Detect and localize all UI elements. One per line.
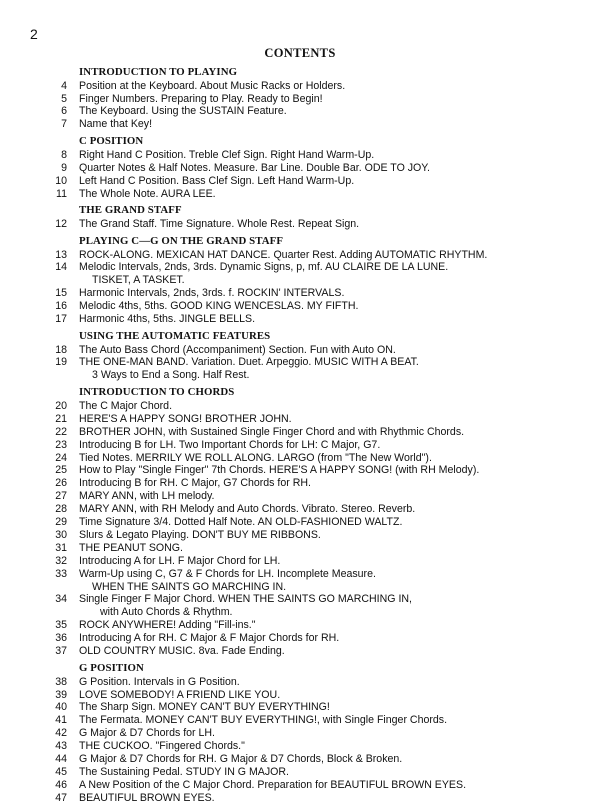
toc-entry: [40, 779, 580, 792]
entry-page-number: 16: [55, 300, 67, 313]
entry-page-number: 21: [55, 412, 67, 425]
entry-text: THE PEANUT SONG.: [79, 541, 183, 554]
toc-section: [40, 204, 580, 231]
toc-section: [40, 662, 580, 805]
toc-entry: [40, 313, 580, 326]
entry-page-number: 19: [55, 356, 67, 369]
toc-entry: [40, 356, 580, 369]
toc-entry: [40, 593, 580, 606]
entry-page-number: 32: [55, 554, 67, 567]
toc-entry: [40, 149, 580, 162]
entry-text: Slurs & Legato Playing. DON'T BUY ME RIBBONS.: [79, 528, 321, 541]
toc-entry: [40, 413, 580, 426]
entry-page-number: 30: [55, 528, 67, 541]
entry-page-number: 14: [55, 261, 67, 274]
entry-page-number: 33: [55, 567, 67, 580]
entry-text: The Fermata. MONEY CAN'T BUY EVERYTHING!, with Single Finger Chords.: [79, 714, 448, 727]
entry-page-number: 36: [55, 632, 67, 645]
entry-text: Single Finger F Major Chord. WHEN THE SAINTS GO MARCHING IN,: [79, 593, 412, 606]
toc-entry: [40, 792, 580, 805]
toc-entry: [40, 727, 580, 740]
entry-page-number: 7: [61, 118, 67, 131]
entry-page-number: 41: [55, 714, 67, 727]
entry-page-number: 31: [55, 541, 67, 554]
section-heading: C POSITION: [79, 135, 144, 148]
entry-page-number: 8: [61, 148, 67, 161]
toc-section: [40, 330, 580, 382]
entry-page-number: 44: [55, 753, 67, 766]
entry-page-number: 47: [55, 791, 67, 804]
entry-continuation: WHEN THE SAINTS GO MARCHING IN.: [92, 580, 287, 593]
entry-page-number: 12: [55, 218, 67, 231]
entry-text: BEAUTIFUL BROWN EYES.: [79, 791, 215, 804]
entry-page-number: 38: [55, 675, 67, 688]
entry-text: Harmonic 4ths, 5ths. JINGLE BELLS.: [79, 313, 256, 326]
entry-text: Introducing A for RH. C Major & F Major Chords for RH.: [79, 632, 340, 645]
entry-text: Position at the Keyboard. About Music Racks or Holders.: [79, 79, 346, 92]
entry-text: The Sharp Sign. MONEY CAN'T BUY EVERYTHING!: [79, 701, 330, 714]
entry-page-number: 18: [55, 343, 67, 356]
toc-entry: [40, 753, 580, 766]
entry-page-number: 15: [55, 287, 67, 300]
section-heading: G POSITION: [79, 662, 144, 674]
entry-text: THE ONE-MAN BAND. Variation. Duet. Arpeggio. MUSIC WITH A BEAT.: [79, 356, 419, 369]
toc-entry: [40, 162, 580, 175]
entry-text: ROCK ANYWHERE! Adding "Fill-ins.": [79, 619, 256, 632]
entry-page-number: 37: [55, 645, 67, 658]
entry-page-number: 46: [55, 778, 67, 791]
toc-entry: [40, 439, 580, 452]
entry-text: The C Major Chord.: [79, 399, 173, 412]
toc-entry: [40, 619, 580, 632]
toc-entry: [40, 689, 580, 702]
toc-entry: [40, 400, 580, 413]
entry-text: LOVE SOMEBODY! A FRIEND LIKE YOU.: [79, 688, 281, 701]
toc-entry: [40, 464, 580, 477]
section-heading: PLAYING C—G ON THE GRAND STAFF: [79, 234, 284, 247]
entry-page-number: 28: [55, 503, 67, 516]
toc-entry: [40, 529, 580, 542]
entry-text: THE CUCKOO. "Fingered Chords.": [79, 740, 245, 753]
entry-page-number: 40: [55, 701, 67, 714]
entry-text: MARY ANN, with LH melody.: [79, 490, 215, 503]
entry-text: G Major & D7 Chords for RH. G Major & D7 Chords, Block & Broken.: [79, 753, 403, 766]
entry-text: Right Hand C Position. Treble Clef Sign. Right Hand Warm-Up.: [79, 148, 375, 161]
section-heading: USING THE AUTOMATIC FEATURES: [79, 329, 271, 342]
toc-entry: [40, 249, 580, 262]
section-heading: THE GRAND STAFF: [79, 204, 182, 217]
toc-entry: [40, 93, 580, 106]
entry-page-number: 17: [55, 313, 67, 326]
entry-text: The Keyboard. Using the SUSTAIN Feature.: [79, 105, 287, 118]
entry-text: Introducing B for RH. C Major, G7 Chords for RH.: [79, 477, 311, 490]
toc-entry: [40, 118, 580, 131]
entry-page-number: 23: [55, 438, 67, 451]
toc-entry: [40, 426, 580, 439]
entry-text: How to Play "Single Finger" 7th Chords. HERE'S A HAPPY SONG! (with RH Melody).: [79, 464, 480, 477]
entry-page-number: 13: [55, 248, 67, 261]
entry-text: Introducing B for LH. Two Important Chords for LH: C Major, G7.: [79, 438, 381, 451]
entry-text: Name that Key!: [79, 118, 153, 131]
toc-section: [40, 66, 580, 131]
toc-entry: [40, 287, 580, 300]
toc-entry: [40, 80, 580, 93]
section-heading: INTRODUCTION TO CHORDS: [79, 386, 235, 399]
toc-entry: [40, 300, 580, 313]
entry-text: A New Position of the C Major Chord. Preparation for BEAUTIFUL BROWN EYES.: [79, 778, 467, 791]
entry-page-number: 45: [55, 765, 67, 778]
toc-entry: [40, 175, 580, 188]
entry-page-number: 25: [55, 464, 67, 477]
entry-text: Finger Numbers. Preparing to Play. Ready to Begin!: [79, 92, 323, 105]
toc-entry: [40, 714, 580, 727]
entry-continuation: 3 Ways to End a Song. Half Rest.: [92, 369, 250, 382]
entry-page-number: 11: [56, 187, 67, 200]
entry-page-number: 42: [55, 727, 67, 740]
entry-continuation: with Auto Chords & Rhythm.: [100, 606, 233, 619]
toc-entry: [40, 261, 580, 274]
entry-text: BROTHER JOHN, with Sustained Single Finger Chord and with Rhythmic Chords.: [79, 425, 465, 438]
page-title: CONTENTS: [264, 46, 336, 60]
toc-section: [40, 235, 580, 326]
entry-text: Time Signature 3/4. Dotted Half Note. AN OLD-FASHIONED WALTZ.: [79, 516, 403, 529]
entry-page-number: 22: [55, 425, 67, 438]
entry-page-number: 27: [55, 490, 67, 503]
toc-entry: [40, 645, 580, 658]
entry-text: The Whole Note. AURA LEE.: [79, 187, 216, 200]
entry-text: The Grand Staff. Time Signature. Whole Rest. Repeat Sign.: [79, 218, 360, 231]
entry-text: Tied Notes. MERRILY WE ROLL ALONG. LARGO (from "The New World").: [79, 451, 432, 464]
toc-entry: [40, 477, 580, 490]
toc-entry: [40, 740, 580, 753]
toc-entry: [40, 701, 580, 714]
entry-text: Harmonic Intervals, 2nds, 3rds. f. ROCKIN' INTERVALS.: [79, 287, 345, 300]
entry-page-number: 10: [55, 174, 67, 187]
toc-entry: [40, 766, 580, 779]
entry-text: Introducing A for LH. F Major Chord for LH.: [79, 554, 281, 567]
entry-text: The Auto Bass Chord (Accompaniment) Section. Fun with Auto ON.: [79, 343, 396, 356]
entry-text: HERE'S A HAPPY SONG! BROTHER JOHN.: [79, 412, 292, 425]
entry-page-number: 29: [55, 516, 67, 529]
entry-text: Melodic Intervals, 2nds, 3rds. Dynamic Signs, p, mf. AU CLAIRE DE LA LUNE.: [79, 261, 449, 274]
toc-entry: [40, 555, 580, 568]
toc-entry: [40, 676, 580, 689]
toc-entry: [40, 490, 580, 503]
toc-section: [40, 135, 580, 200]
entry-page-number: 9: [61, 161, 67, 174]
entry-page-number: 4: [61, 79, 67, 92]
entry-text: ROCK-ALONG. MEXICAN HAT DANCE. Quarter Rest. Adding AUTOMATIC RHYTHM.: [79, 248, 488, 261]
entry-page-number: 35: [55, 619, 67, 632]
entry-text: Warm-Up using C, G7 & F Chords for LH. Incomplete Measure.: [79, 567, 376, 580]
entry-text: OLD COUNTRY MUSIC. 8va. Fade Ending.: [79, 645, 285, 658]
page-number: 2: [30, 26, 38, 42]
toc-entry: [40, 344, 580, 357]
toc-entry: [40, 568, 580, 581]
toc-entry: [40, 218, 580, 231]
toc-entry: [40, 503, 580, 516]
toc-entry: [40, 516, 580, 529]
entry-page-number: 43: [55, 740, 67, 753]
entry-page-number: 34: [55, 593, 67, 606]
entry-page-number: 24: [55, 451, 67, 464]
entry-page-number: 26: [55, 477, 67, 490]
entry-continuation: TISKET, A TASKET.: [92, 274, 185, 287]
entry-text: MARY ANN, with RH Melody and Auto Chords. Vibrato. Stereo. Reverb.: [79, 503, 416, 516]
entry-page-number: 5: [61, 92, 67, 105]
entry-page-number: 20: [55, 399, 67, 412]
toc-entry: [40, 188, 580, 201]
entry-text: G Major & D7 Chords for LH.: [79, 727, 215, 740]
toc-entry: [40, 542, 580, 555]
toc-entry: [40, 632, 580, 645]
entry-text: Quarter Notes & Half Notes. Measure. Bar Line. Double Bar. ODE TO JOY.: [79, 161, 430, 174]
table-of-contents: [40, 66, 580, 805]
toc-entry: [40, 105, 580, 118]
entry-text: The Sustaining Pedal. STUDY IN G MAJOR.: [79, 765, 289, 778]
section-heading: INTRODUCTION TO PLAYING: [79, 66, 238, 78]
toc-entry: [40, 452, 580, 465]
toc-section: [40, 386, 580, 658]
entry-text: Melodic 4ths, 5ths. GOOD KING WENCESLAS. MY FIFTH.: [79, 300, 359, 313]
entry-page-number: 6: [61, 105, 67, 118]
entry-text: G Position. Intervals in G Position.: [79, 675, 240, 688]
entry-text: Left Hand C Position. Bass Clef Sign. Left Hand Warm-Up.: [79, 174, 355, 187]
entry-page-number: 39: [55, 688, 67, 701]
